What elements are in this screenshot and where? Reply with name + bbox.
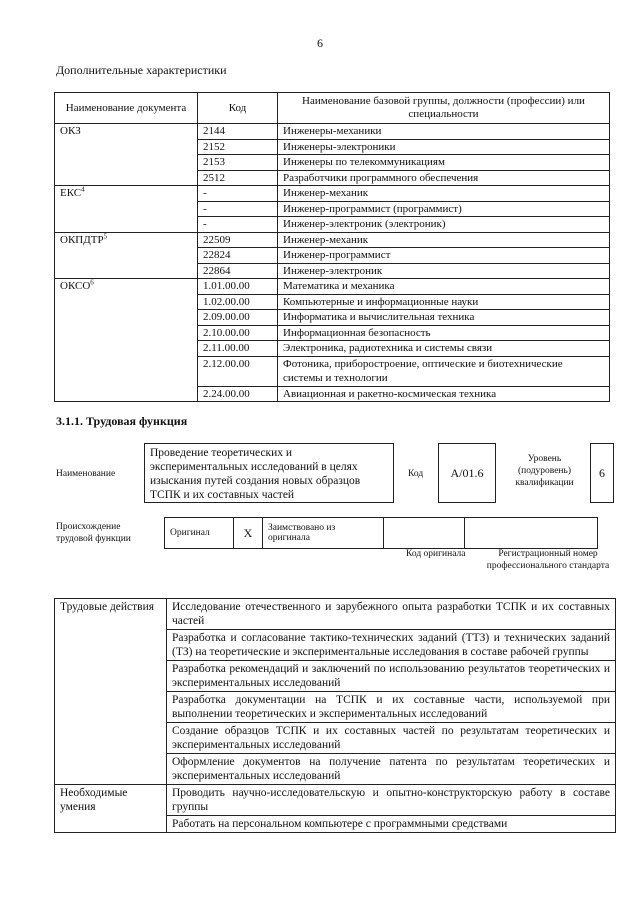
code-cell: 2.24.00.00	[198, 386, 278, 402]
group-name-cell: Математика и механика	[278, 279, 610, 295]
code-cell: 2512	[198, 170, 278, 186]
code-cell: 2153	[198, 155, 278, 171]
group-name-cell: Фотоника, приборостроение, оптические и биотехнические системы и технологии	[278, 356, 610, 386]
group-name-cell: Информатика и вычислительная техника	[278, 310, 610, 326]
group-name-cell: Авиационная и ракетно-космическая техника	[278, 386, 610, 402]
table-row	[55, 599, 616, 630]
code-cell: -	[198, 201, 278, 217]
table-row	[55, 785, 616, 816]
code-cell: 2144	[198, 124, 278, 140]
origin-table	[164, 517, 598, 549]
document-name-cell	[55, 124, 198, 186]
footnote-mark: 4	[81, 185, 85, 194]
group-name-cell: Электроника, радиотехника и системы связи	[278, 341, 610, 357]
group-name-cell: Инженер-электроник (электроник)	[278, 217, 610, 233]
level-field: 6	[590, 443, 614, 503]
level-label: Уровень (подуровень) квалификации	[515, 454, 574, 488]
code-cell: 2.12.00.00	[198, 356, 278, 386]
code-cell: 2152	[198, 139, 278, 155]
code-cell: 22824	[198, 248, 278, 264]
origin-label: Происхождение трудовой функции	[56, 522, 131, 544]
code-cell: 22864	[198, 263, 278, 279]
table-row	[55, 279, 610, 295]
page-number: 6	[317, 36, 323, 50]
labor-action: Создание образцов ТСПК и их составных частей по результатам теоретических и экспериментальных исследований	[167, 723, 616, 754]
original-code-label: Код оригинала	[406, 549, 466, 559]
borrowed-label: Заимствовано из оригинала	[263, 518, 384, 549]
code-cell: 1.02.00.00	[198, 294, 278, 310]
header-code: Код	[198, 93, 278, 124]
document-name: ОКСО	[60, 280, 91, 292]
table-row	[55, 124, 610, 140]
group-name-cell: Компьютерные и информационные науки	[278, 294, 610, 310]
code-label: Код	[408, 469, 424, 479]
name-label: Наименование	[56, 469, 116, 479]
code-cell: 2.10.00.00	[198, 325, 278, 341]
registration-number-label: Регистрационный номер профессионального стандарта	[486, 549, 610, 571]
labor-action: Разработка рекомендаций и заключений по использованию результатов теоретических и экспериментальных исследований	[167, 661, 616, 692]
footnote-mark: 5	[103, 231, 108, 240]
group-name-cell: Инженер-электроник	[278, 263, 610, 279]
code-cell: 1.01.00.00	[198, 279, 278, 295]
document-name-cell	[55, 186, 198, 233]
group-name-cell: Инженер-механик	[278, 232, 610, 248]
code-cell: -	[198, 186, 278, 202]
function-name-field: Проведение теоретических и экспериментальных исследований в целях изыскания путей создания новых образцов ТСПК и их составных частей	[144, 443, 394, 503]
function-heading: 3.1.1. Трудовая функция	[56, 414, 188, 428]
code-cell: 2.09.00.00	[198, 310, 278, 326]
original-label: Оригинал	[165, 518, 234, 549]
table-row	[55, 186, 610, 202]
labor-action: Оформление документов на получение патента по результатам теоретических и экспериментальных исследований	[167, 754, 616, 785]
group-name-cell: Инженер-программист (программист)	[278, 201, 610, 217]
table-header-row	[55, 93, 610, 124]
function-code-field: A/01.6	[438, 443, 496, 503]
group-name-cell: Инженер-механик	[278, 186, 610, 202]
original-code-field	[384, 518, 465, 549]
group-name-cell: Инженеры-механики	[278, 124, 610, 140]
code-cell: -	[198, 217, 278, 233]
skills-label: Необходимые умения	[55, 785, 167, 833]
labor-action: Исследование отечественного и зарубежного опыта разработки ТСПК и их составных частей	[167, 599, 616, 630]
actions-label: Трудовые действия	[55, 599, 167, 785]
required-skill: Работать на персональном компьютере с программными средствами	[167, 816, 616, 833]
document-name: ЕКС	[60, 187, 82, 199]
document-name: ОКПДТР	[60, 233, 104, 246]
table-row	[55, 232, 610, 248]
code-cell: 22509	[198, 232, 278, 248]
function-details-table	[54, 598, 616, 833]
labor-action: Разработка документации на ТСПК и их составные части, используемой при выполнении теоретических и экспериментальных исследований	[167, 692, 616, 723]
group-name-cell: Инженеры по телекоммуникациям	[278, 155, 610, 171]
group-name-cell: Инженеры-электроники	[278, 139, 610, 155]
registration-number-field	[465, 518, 598, 549]
group-name-cell: Информационная безопасность	[278, 325, 610, 341]
labor-action: Разработка и согласование тактико-технических заданий (ТТЗ) и технических заданий (ТЗ) на теоретические и экспериментальные исследования в составе рабочей группы	[167, 630, 616, 661]
characteristics-table	[54, 92, 610, 402]
group-name-cell: Инженер-программист	[278, 248, 610, 264]
group-name-cell: Разработчики программного обеспечения	[278, 170, 610, 186]
document-name-cell	[55, 232, 198, 279]
footnote-mark: 6	[90, 278, 94, 287]
document-name: ОКЗ	[60, 125, 81, 137]
required-skill: Проводить научно-исследовательскую и опытно-конструкторскую работу в составе группы	[167, 785, 616, 816]
code-cell: 2.11.00.00	[198, 341, 278, 357]
header-document: Наименование документа	[55, 93, 198, 124]
section-title: Дополнительные характеристики	[56, 63, 227, 77]
header-group-name: Наименование базовой группы, должности (профессии) или специальности	[278, 93, 610, 124]
original-mark: X	[234, 518, 263, 549]
document-name-cell	[55, 279, 198, 402]
